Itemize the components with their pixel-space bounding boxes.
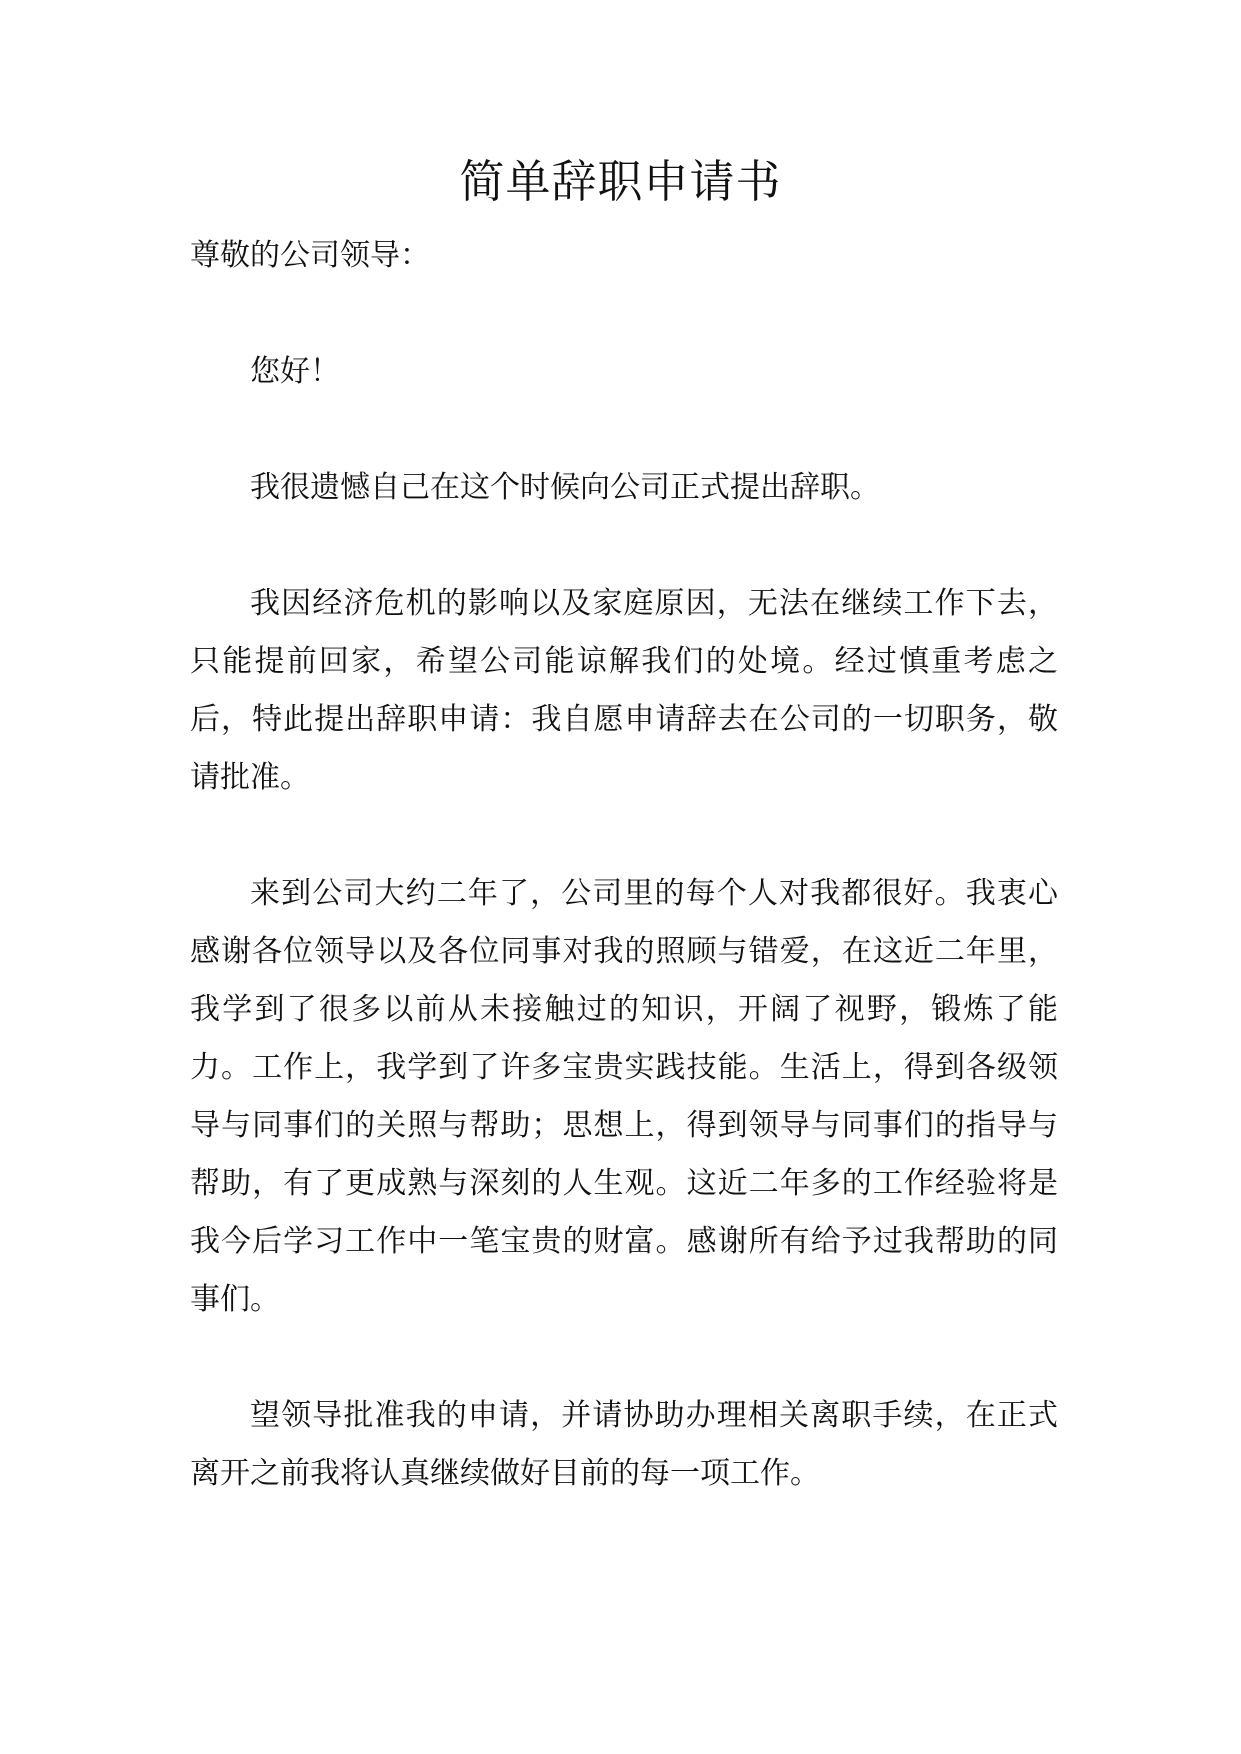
paragraph-reason: 我因经济危机的影响以及家庭原因，无法在继续工作下去，只能提前回家，希望公司能谅解我们的处境。经过慎重考虑之后，特此提出辞职申请：我自愿申请辞去在公司的一切职务，敬请批准。 (190, 586, 1058, 795)
document-title: 简单辞职申请书 (459, 155, 782, 208)
salutation: 尊敬的公司领导： (190, 238, 430, 273)
paragraph-greeting: 您好！ (250, 354, 340, 389)
paragraph-intro: 我很遗憾自己在这个时候向公司正式提出辞职。 (250, 470, 880, 505)
paragraph-request: 望领导批准我的申请，并请协助办理相关离职手续，在正式离开之前我将认真继续做好目前的每一项工作。 (190, 1398, 1058, 1491)
paragraph-thanks: 来到公司大约二年了，公司里的每个人对我都很好。我衷心感谢各位领导以及各位同事对我的照顾与错爱，在这近二年里，我学到了很多以前从未接触过的知识，开阔了视野，锻炼了能力。工作上，我学到了许多宝贵实践技能。生活上，得到各级领导与同事们的关照与帮助；思想上，得到领导与同事们的指导与帮助，有了更成熟与深刻的人生观。这近二年多的工作经验将是我今后学习工作中一笔宝贵的财富。感谢所有给予过我帮助的同事们。 (190, 876, 1058, 1317)
document-body (190, 227, 1058, 1503)
